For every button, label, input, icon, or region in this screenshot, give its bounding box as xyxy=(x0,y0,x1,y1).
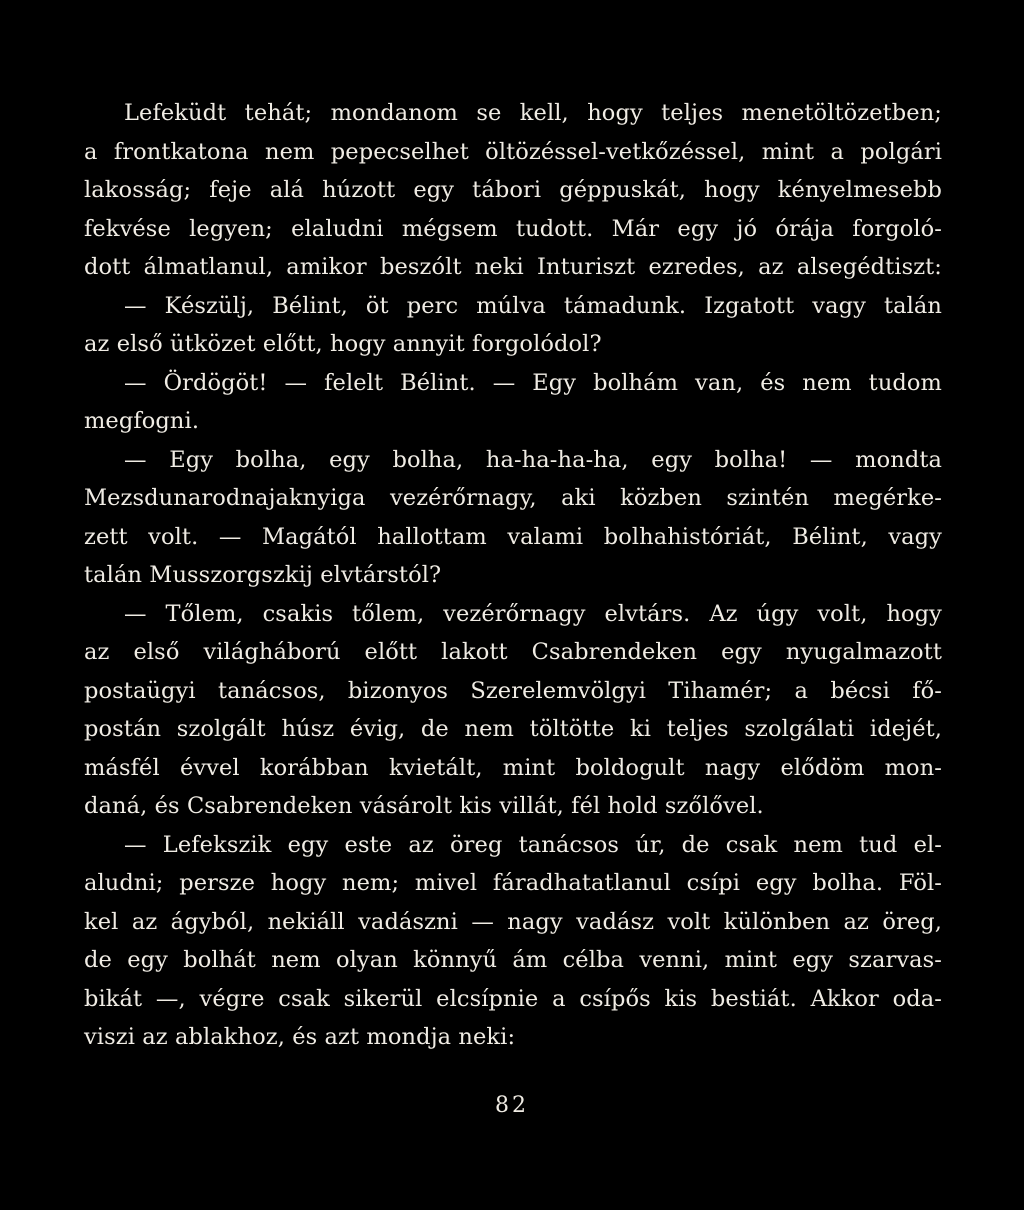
text-line: az első világháború előtt lakott Csabrendeken egy nyugalmazott xyxy=(84,639,942,665)
page-body xyxy=(84,94,942,1057)
text-line: de egy bolhát nem olyan könnyű ám célba venni, mint egy szarvas- xyxy=(84,947,942,973)
text-line: daná, és Csabrendeken vásárolt kis villát, fél hold szőlővel. xyxy=(84,793,764,819)
text-line: postaügyi tanácsos, bizonyos Szerelemvölgyi Tihamér; a bécsi fő- xyxy=(84,677,942,704)
text-line: — Ördögöt! — felelt Bélint. — Egy bolhám van, és nem tudom xyxy=(124,369,942,396)
text-line: lakosság; feje alá húzott egy tábori géppuskát, hogy kényelmesebb xyxy=(84,177,942,203)
text-line: — Készülj, Bélint, öt perc múlva támadunk. Izgatott vagy talán xyxy=(124,292,942,319)
text-line: postán szolgált húsz évig, de nem töltötte ki teljes szolgálati idejét, xyxy=(84,716,942,742)
text-line: bikát —, végre csak sikerül elcsípnie a csípős kis bestiát. Akkor oda- xyxy=(84,985,942,1012)
text-line: az első ütközet előtt, hogy annyit forgolódol? xyxy=(84,331,602,357)
page-number: 82 xyxy=(495,1093,529,1118)
text-line: — Lefekszik egy este az öreg tanácsos úr, de csak nem tud el- xyxy=(124,831,942,858)
text-line: — Egy bolha, egy bolha, ha-ha-ha-ha, egy bolha! — mondta xyxy=(124,446,942,473)
text-line: Lefeküdt tehát; mondanom se kell, hogy teljes menetöltözetben; xyxy=(124,100,942,126)
text-line: viszi az ablakhoz, és azt mondja neki: xyxy=(84,1024,516,1050)
text-line: zett volt. — Magától hallottam valami bolhahistóriát, Bélint, vagy xyxy=(84,523,942,550)
text-line: fekvése legyen; elaludni mégsem tudott. Már egy jó órája forgoló- xyxy=(84,215,942,242)
text-line: talán Musszorgszkij elvtárstól? xyxy=(84,562,442,588)
text-line: megfogni. xyxy=(84,408,200,434)
text-line: másfél évvel korábban kvietált, mint boldogult nagy elődöm mon- xyxy=(84,754,942,781)
text-line: a frontkatona nem pepecselhet öltözéssel-vetkőzéssel, mint a polgári xyxy=(84,138,942,165)
text-line: kel az ágyból, nekiáll vadászni — nagy vadász volt különben az öreg, xyxy=(84,908,942,935)
text-line: Mezsdunarodnajaknyiga vezérőrnagy, aki közben szintén megérke- xyxy=(84,485,942,511)
text-line: aludni; persze hogy nem; mivel fáradhatatlanul csípi egy bolha. Föl- xyxy=(84,870,942,896)
text-line: dott álmatlanul, amikor beszólt neki Inturiszt ezredes, az alsegédtiszt: xyxy=(84,254,942,280)
text-line: — Tőlem, csakis tőlem, vezérőrnagy elvtárs. Az úgy volt, hogy xyxy=(124,600,942,627)
